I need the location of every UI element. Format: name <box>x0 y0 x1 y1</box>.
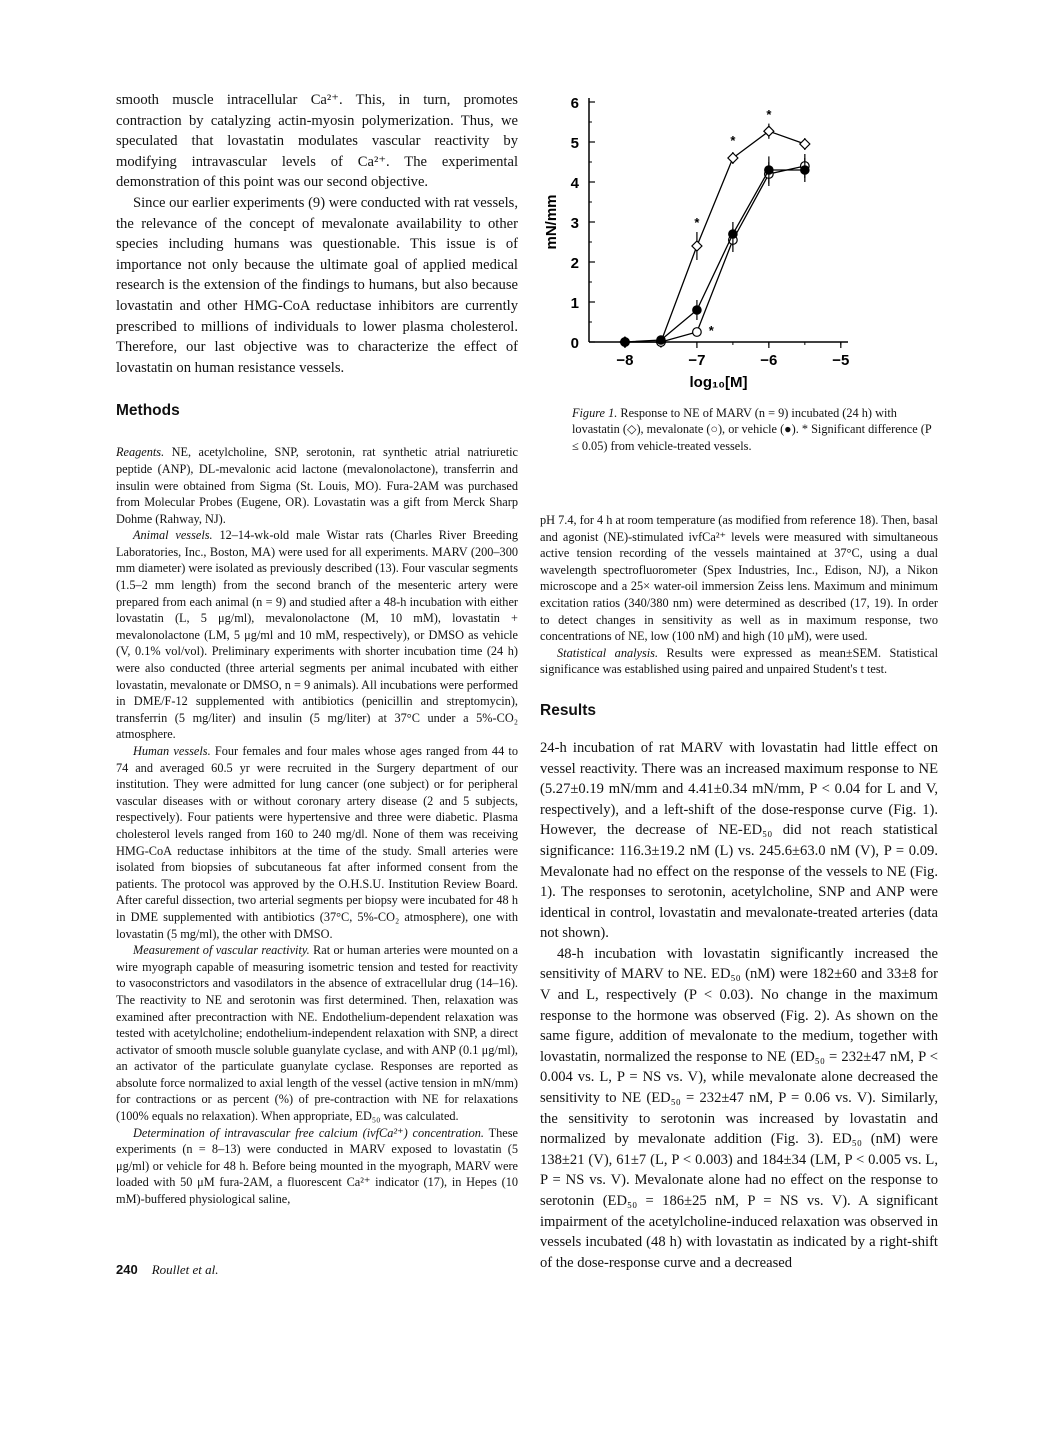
data-point-mevalonate <box>693 328 702 337</box>
reagents-title: Reagents. <box>116 445 165 460</box>
reagents-paragraph <box>116 444 518 527</box>
data-point-vehicle <box>765 166 774 175</box>
calcium-text: These experiments (n = 8–13) were conducted in MARV exposed to lovastatin (5 μg/ml) or vehicle for 48 h. Before being mounted in the myograph, MARV were loaded with 50 μM fura-2AM, a fluorescent Ca²⁺ indicator (17), in Hepes (10 mM)-buffered physiological saline, <box>116 1125 518 1207</box>
x-tick-label: −6 <box>760 352 778 369</box>
data-point-lovastatin <box>800 139 810 149</box>
calcium-continued-paragraph: pH 7.4, for 4 h at room temperature (as modified from reference 18). Then, basal and agonist (NE)-stimulated ivfCa²⁺ levels were measured with simultaneous active tension recording of the vessels maintained at 37°C, using a dual wavelength spectrofluorometer (Spex Industries, Inc., Edison, NJ), a Nikon microscope and a 25× water-oil immersion Zeiss lens. Maximum and minimum excitation ratios (340/380 nm) were determined as described (17, 19). In order to detect changes in sensitivity as well as in maximum response, two concentrations of NE, low (100 nM) and high (10 μM), were used. <box>540 513 938 644</box>
intro-paragraph-2: Since our earlier experiments (9) were conducted with rat vessels, the relevance of the concept of mevalonate availability to other species including humans was questionable. This issue is of importance not only because the ultimate goal of applied medical research is the extension of the findings to humans, but also because lovastatin and other HMG-CoA reductase inhibitors are currently prescribed to millions of individuals to lower plasma cholesterol. Therefore, our last objective was to characterize the effect of lovastatin on human resistance vessels. <box>116 194 518 376</box>
animal-paragraph <box>116 527 518 743</box>
significance-mark: * <box>766 107 772 122</box>
caption-text: Response to NE of MARV (n = 9) incubated (24 h) with lovastatin (◇), mevalonate (○), or vehicle (●). * Significant difference (P ≤ 0.05) from vehicle-treated vessels. <box>572 406 932 453</box>
running-authors: Roullet et al. <box>151 1262 219 1277</box>
series-line-circle-filled <box>625 170 805 342</box>
figure-1 <box>540 90 938 390</box>
y-tick-label: 2 <box>570 255 579 272</box>
series-line-diamond-open <box>625 131 805 342</box>
right-column <box>540 512 938 1273</box>
left-column <box>116 90 518 1208</box>
results-heading: Results <box>540 701 596 719</box>
y-tick-label: 1 <box>570 295 579 312</box>
measurement-text: Rat or human arteries were mounted on a wire myograph capable of measuring isometric tension and tested for reactivity to vasoconstrictors and vasodilators in the absence of extracellular drug (14–16). The reactivity to NE and serotonin was first determined. Then, relaxation was examined after precontraction with NE. Endothelium-dependent relaxation was tested with acetylcholine; endothelium-independent relaxation with SNP, a direct activator of smooth muscle soluble guanylate cyclase, and with ANP (0.1 μg/ml), an activator of the particulate guanylate cyclase. Responses are reported as absolute force normalized to axial length of the vessel (active tension in mN/mm) for contractions or as percent (%) of pre-contraction with NE for relaxations (100% equals no relaxation). When appropriate, ED₅₀ was calculated. <box>116 943 519 1124</box>
calcium-title: Determination of intravascular free calcium (ivfCa²⁺) concentration. <box>133 1125 484 1140</box>
data-point-vehicle <box>693 306 702 315</box>
data-point-lovastatin <box>764 126 774 136</box>
intro-paragraph-1: smooth muscle intracellular Ca²⁺. This, in turn, promotes contraction by catalyzing actin-myosin polymerization. Thus, we speculated that lovastatin modulates vascular reactivity by modifying intravascular levels of Ca²⁺. The experimental demonstration of this point was our second objective. <box>116 92 518 191</box>
measurement-paragraph <box>116 942 518 1125</box>
human-paragraph <box>116 743 518 942</box>
x-tick-label: −5 <box>832 352 850 369</box>
animal-title: Animal vessels. <box>133 528 213 543</box>
data-point-vehicle <box>621 338 630 347</box>
data-point-vehicle <box>801 166 810 175</box>
x-axis-label: log₁₀[M] <box>689 374 748 390</box>
y-tick-label: 3 <box>570 215 579 232</box>
stat-paragraph <box>540 645 938 678</box>
data-point-lovastatin <box>692 241 702 251</box>
measurement-title: Measurement of vascular reactivity. <box>133 943 310 958</box>
results-paragraph-2: 48-h incubation with lovastatin significantly increased the sensitivity of MARV to NE. ED₅₀ (nM) were 182±60 and 33±8 for V and L, respectively (P < 0.03). No change in the maximum response to the hormone was observed (Fig. 2). As shown on the same figure, addition of mevalonate to the medium, together with lovastatin, normalized the response to NE (ED₅₀ = 232±47 nM, P < 0.004 vs. L, P = NS vs. V), while mevalonate alone decreased the sensitivity to NE (ED₅₀ = 232±47 nM, P = 0.06 vs. V). Similarly, the sensitivity to serotonin was increased by lovastatin and normalized by mevalonate addition (Fig. 3). ED₅₀ (nM) were 138±21 (V), 61±7 (L, P < 0.003) and 184±34 (LM, P < 0.005 vs. L, P = NS vs. V). Mevalonate alone had no effect on the response to serotonin (ED₅₀ = 186±25 nM, P = NS vs. V). A significant impairment of the acetylcholine-induced relaxation was observed in vessels incubated (48 h) with lovastatin as indicated by a right-shift of the dose-response curve and a decreased <box>540 945 938 1271</box>
stat-title: Statistical analysis. <box>557 645 659 660</box>
results-paragraph-1: 24-h incubation of rat MARV with lovastatin had little effect on vessel reactivity. There was an increased maximum response to NE (5.27±0.19 mN/mm and 4.41±0.34 mN/mm, P < 0.04 for L and V, respectively), and a left-shift of the dose-response curve (Fig. 1). However, the decrease of NE-ED₅₀ did not reach statistical significance: 116.3±19.2 nM (L) vs. 245.6±63.0 nM (V), P = 0.09. Mevalonate had no effect on the response of the vessels to NE (Fig. 1). The responses to serotonin, acetylcholine, SNP and ANP were identical in control, lovastatin and mevalonate-treated arteries (data not shown). <box>540 739 938 942</box>
significance-mark: * <box>708 323 714 338</box>
human-title: Human vessels. <box>133 744 211 758</box>
series-line-circle-open <box>625 166 805 342</box>
x-tick-label: −8 <box>616 352 634 369</box>
figure-1-chart <box>540 90 938 390</box>
y-tick-label: 4 <box>570 175 579 192</box>
calcium-paragraph <box>116 1125 518 1208</box>
y-tick-label: 5 <box>570 135 579 152</box>
reagents-text: NE, acetylcholine, SNP, serotonin, rat synthetic atrial natriuretic peptide (ANP), DL-mevalonic acid lactone (mevalonolactone), transferrin and insulin were obtained from Sigma (St. Louis, MO). Fura-2AM was purchased from Molecular Probes (Eugene, OR). Lovastatin was a gift from Merck Sharp Dohme (Rahway, NJ). <box>116 445 518 526</box>
page-footer <box>116 1262 219 1278</box>
y-axis-label: mN/mm <box>543 194 560 250</box>
data-point-vehicle <box>657 336 666 345</box>
y-tick-label: 0 <box>570 335 579 352</box>
data-point-lovastatin <box>728 153 738 163</box>
page-number: 240 <box>116 1262 138 1277</box>
caption-label: Figure 1. <box>572 406 618 420</box>
data-point-vehicle <box>729 230 738 239</box>
x-tick-label: −7 <box>688 352 706 369</box>
human-text: Four females and four males whose ages ranged from 44 to 74 and averaged 60.5 yr were recruited in the Surgery department of our institution. They were admitted for lung cancer (one subject) or for peripheral vascular diseases with or without coronary artery disease (2 and 5 subjects, respectively). Four patients were hypertensive and three were diabetic. Plasma cholesterol levels ranged from 160 to 240 mg/dl. None of them was receiving HMG-CoA reductase inhibitors at the time of the study. Small arteries were isolated from biopsies of subcutaneous fat after informed consent from the patients. The protocol was approved by the O.H.S.U. Institution Review Board. After careful dissection, two arterial segments per biopsy were incubated for 48 h in DME supplemented with antibiotics (37°C, 5%-CO₂ atmosphere), one with lovastatin (5 mg/ml), the other with DMSO. <box>116 744 518 941</box>
y-tick-label: 6 <box>570 95 579 112</box>
methods-heading: Methods <box>116 402 180 420</box>
stat-text: Results were expressed as mean±SEM. Statistical significance was established using paired and unpaired Student's t test. <box>540 645 939 677</box>
significance-mark: * <box>730 133 736 148</box>
significance-mark: * <box>694 215 700 230</box>
animal-text: 12–14-wk-old male Wistar rats (Charles River Breeding Laboratories, Inc., Boston, MA) were used for all experiments. MARV (200–300 mm diameter) were isolated as previously described (13). Four vascular segments (1.5–2 mm length) from the second branch of the mesenteric artery were prepared from each animal (n = 9) and studied after a 48-h incubation with either lovastatin (L, 5 μg/ml), mevalonolactone (M, 10 mM), lovastatin + mevalonolactone (LM, 5 μg/ml and 10 mM, respectively), or DMSO as vehicle (V, 0.1% vol/vol). Preliminary experiments with shorter incubation time (24 h) were also conducted (three arterial segments per animal incubated with either lovastatin, mevalonate or DMSO, n = 9 animals). All incubations were performed in DME/F-12 supplemented with antibiotics (penicillin and streptomycin), transferrin (5 mg/liter) and insulin (5 mg/liter) at 37°C under a 5%-CO₂ atmosphere. <box>116 528 518 742</box>
figure-1-caption <box>572 405 940 454</box>
